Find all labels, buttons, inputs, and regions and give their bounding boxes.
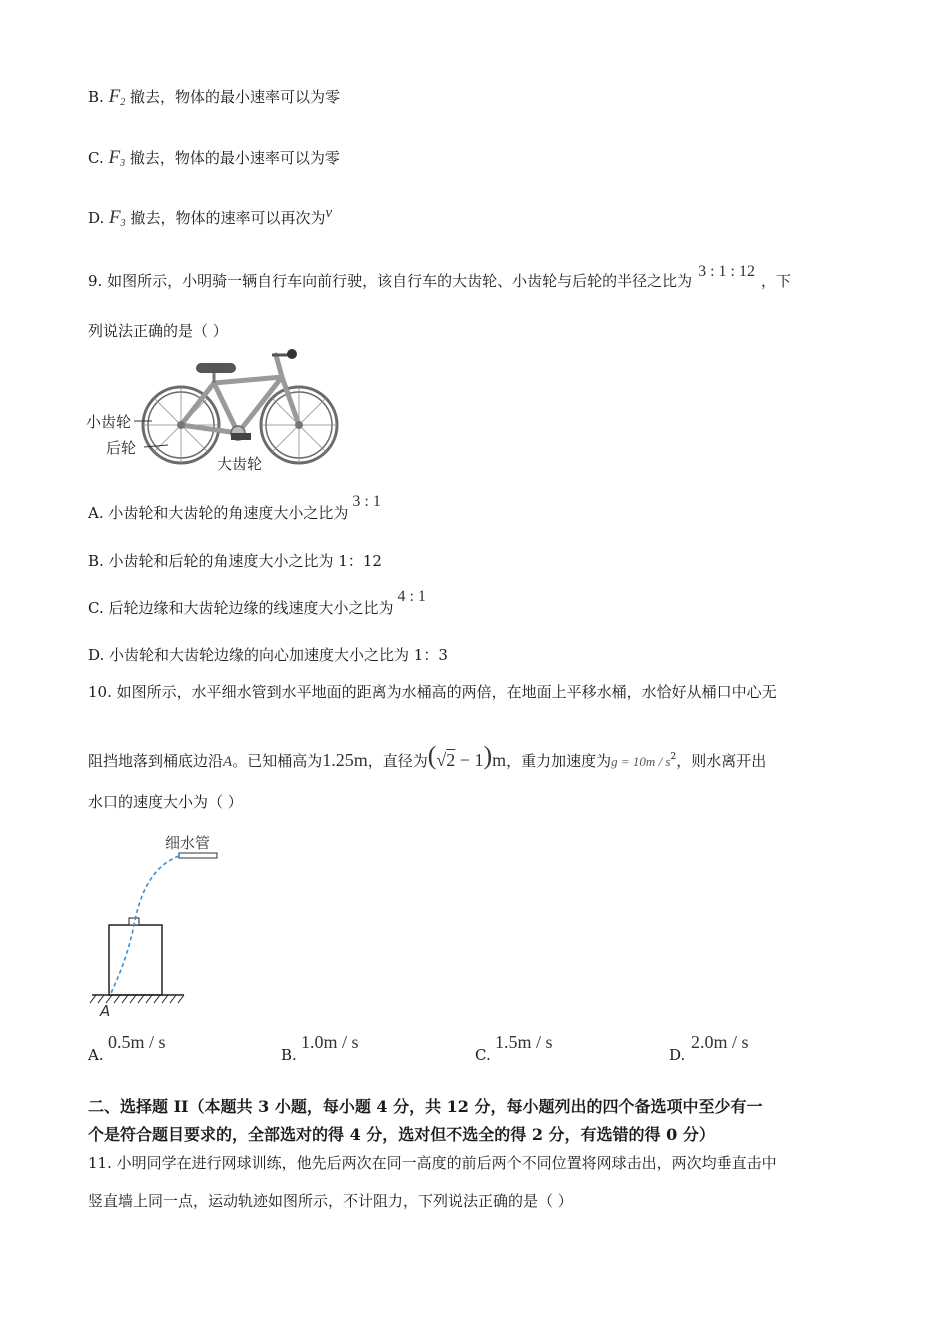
q10-option-a-label: A. xyxy=(88,1046,104,1064)
point-a-label: A xyxy=(100,1002,111,1020)
q8-option-b: B. F2 撤去，物体的最小速率可以为零 xyxy=(88,86,340,108)
q10-option-a-value: 0.5m / s xyxy=(108,1032,166,1052)
rear-wheel-label: 后轮 xyxy=(106,439,137,457)
handlebar-end xyxy=(287,349,297,359)
small-gear-label: 小齿轮 xyxy=(86,413,132,431)
q9-option-b: B. 小齿轮和后轮的角速度大小之比为 1：12 xyxy=(88,552,382,570)
q11-stem-line2: 竖直墙上同一点，运动轨迹如图所示，不计阻力，下列说法正确的是（ ） xyxy=(88,1192,573,1210)
q10-option-c-value: 1.5m / s xyxy=(495,1032,553,1052)
diameter-expr: (√2 − 1)m xyxy=(427,741,507,770)
q8-option-c: C. F3 撤去，物体的最小速率可以为零 xyxy=(88,147,340,169)
force-symbol: F2 xyxy=(108,86,126,108)
q10-option-b-value: 1.0m / s xyxy=(301,1032,359,1052)
force-symbol: F3 xyxy=(108,147,126,169)
q9-option-c: C. 后轮边缘和大齿轮边缘的线速度大小之比为4 : 1 xyxy=(88,588,426,617)
force-symbol: F3 xyxy=(109,207,126,229)
section-2-heading-line2: 个是符合题目要求的，全部选对的得 4 分，选对但不选全的得 2 分，有选错的得 0 分） xyxy=(88,1125,715,1144)
q9-stem-line2: 列说法正确的是（ ） xyxy=(88,322,228,340)
saddle-shape xyxy=(196,363,236,373)
q10-stem-line3: 水口的速度大小为（ ） xyxy=(88,793,243,811)
pipe-label: 细水管 xyxy=(165,834,211,852)
q10-stem-line1: 10. 如图所示，水平细水管到水平地面的距离为水桶高的两倍，在地面上平移水桶，水恰好从桶口中心无 xyxy=(88,683,777,701)
q9-stem-line1: 9. 如图所示，小明骑一辆自行车向前行驶，该自行车的大齿轮、小齿轮与后轮的半径之比为3 : 1 : 12，下 xyxy=(88,263,791,290)
q10-stem-line2: 阻挡地落到桶底边沿A。已知桶高为1.25m，直径为(√2 − 1)m，重力加速度为$g = 10m / s^2$，则水离开出 xyxy=(88,741,767,770)
water-pipe-figure xyxy=(88,828,228,1023)
q10-option-c-label: C. xyxy=(475,1046,491,1064)
q8-option-d: D. F3 撤去，物体的速率可以再次为v xyxy=(88,205,333,229)
big-gear-label: 大齿轮 xyxy=(217,455,263,473)
bicycle-figure xyxy=(86,345,346,475)
q10-options xyxy=(88,1032,848,1064)
bucket-shape xyxy=(109,925,162,995)
q10-option-d-label: D. xyxy=(669,1046,686,1064)
q9-option-a: A. 小齿轮和大齿轮的角速度大小之比为3 : 1 xyxy=(88,493,381,522)
q11-stem-line1: 11. 小明同学在进行网球训练，他先后两次在同一高度的前后两个不同位置将网球击出，两次均垂直击中 xyxy=(88,1154,777,1172)
q9-ratio: 3 : 1 : 12 xyxy=(698,263,755,280)
q10-option-b-label: B. xyxy=(281,1046,297,1064)
q9-option-d: D. 小齿轮和大齿轮边缘的向心加速度大小之比为 1：3 xyxy=(88,646,448,664)
pipe-shape xyxy=(179,853,217,858)
section-2-heading-line1: 二、选择题 II（本题共 3 小题，每小题 4 分，共 12 分，每小题列出的四个备选项中至少有一 xyxy=(88,1097,763,1116)
q10-option-d-value: 2.0m / s xyxy=(691,1032,749,1052)
